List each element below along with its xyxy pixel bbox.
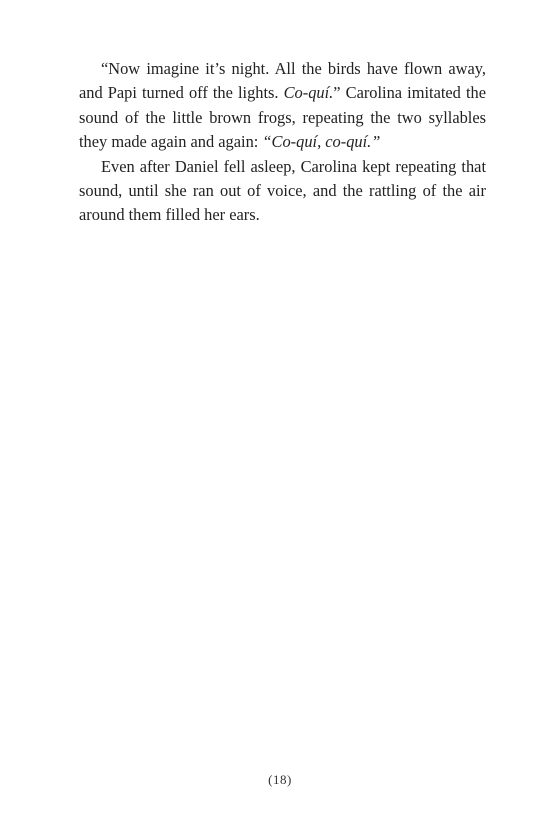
paragraph-1-segment-4: “Co-quí, co-quí.”: [262, 132, 381, 152]
paragraph-1-segment-3: ” Carolina imitated the sound of the little brown frogs, repeating the two syllables they made again and again:: [79, 83, 486, 152]
page-number: (18): [268, 772, 292, 787]
paragraph-1-segment-2: Co-quí.: [283, 83, 334, 103]
paragraph-2-segment-1: Even after Daniel fell asleep, Carolina kept repeating that sound, until she ran out of voice, and the rattling of the air around them filled her ears.: [79, 156, 486, 225]
body-text: [79, 57, 486, 228]
paragraph-1-segment-1: “Now imagine it’s night. All the birds have flown away, and Papi turned off the lights.: [79, 59, 486, 103]
paragraph-2: [79, 155, 486, 228]
paragraph-1: [79, 57, 486, 155]
